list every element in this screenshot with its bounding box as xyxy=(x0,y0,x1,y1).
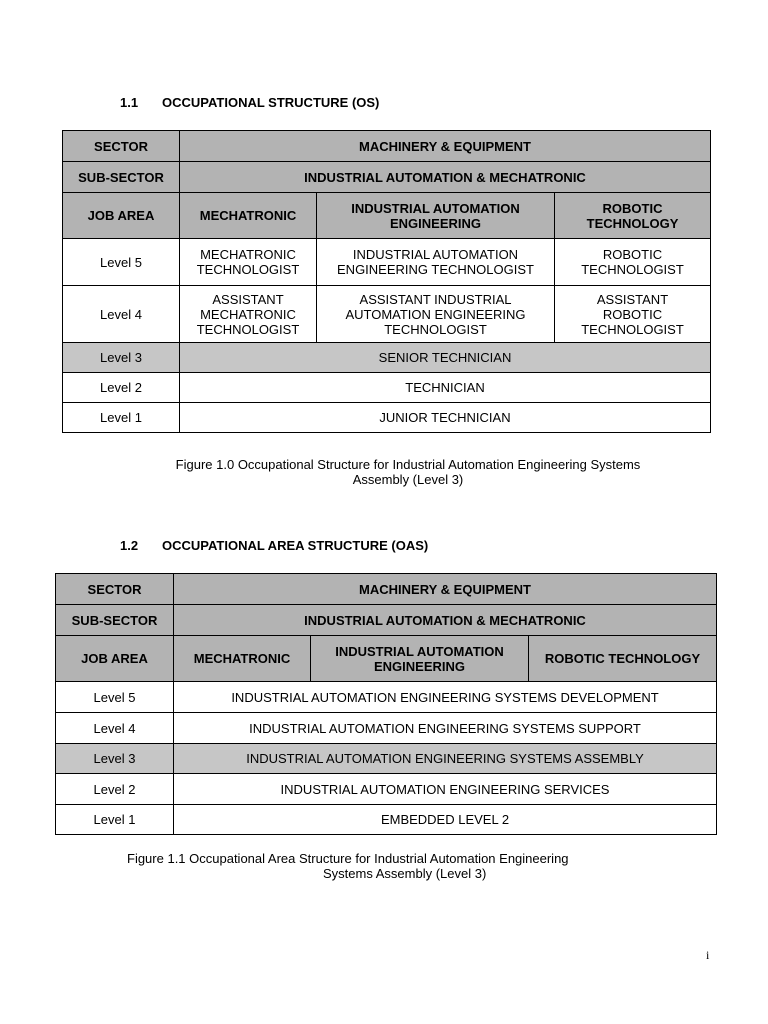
table-row xyxy=(63,286,711,343)
level-cell: INDUSTRIAL AUTOMATION ENGINEERING TECHNOLOGIST xyxy=(317,239,555,286)
page-number: i xyxy=(706,948,710,962)
figure-caption-os xyxy=(100,457,716,487)
level-label: Level 3 xyxy=(63,343,180,373)
caption-line: Figure 1.0 Occupational Structure for Industrial Automation Engineering Systems xyxy=(175,457,641,472)
level-value: INDUSTRIAL AUTOMATION ENGINEERING SYSTEMS SUPPORT xyxy=(174,713,717,744)
table-row xyxy=(56,574,717,605)
jobarea-industrial-automation: INDUSTRIAL AUTOMATION ENGINEERING xyxy=(317,193,555,239)
table-row xyxy=(63,131,711,162)
table-row xyxy=(63,403,711,433)
table-row xyxy=(56,713,717,744)
sector-value: MACHINERY & EQUIPMENT xyxy=(174,574,717,605)
level-cell: ASSISTANT MECHATRONIC TECHNOLOGIST xyxy=(180,286,317,343)
level-value: INDUSTRIAL AUTOMATION ENGINEERING SYSTEMS DEVELOPMENT xyxy=(174,682,717,713)
sector-label: SECTOR xyxy=(63,131,180,162)
table-row xyxy=(63,239,711,286)
table-row xyxy=(56,636,717,682)
occupational-area-structure-table xyxy=(55,573,717,835)
table-row xyxy=(63,343,711,373)
jobarea-label: JOB AREA xyxy=(63,193,180,239)
level-label: Level 2 xyxy=(56,774,174,805)
table-row xyxy=(63,373,711,403)
level-label: Level 3 xyxy=(56,744,174,774)
level-cell: MECHATRONIC TECHNOLOGIST xyxy=(180,239,317,286)
level-label: Level 1 xyxy=(56,805,174,835)
level-value: INDUSTRIAL AUTOMATION ENGINEERING SYSTEMS ASSEMBLY xyxy=(174,744,717,774)
jobarea-label: JOB AREA xyxy=(56,636,174,682)
section-number: 1.1 xyxy=(120,95,139,110)
subsector-label: SUB-SECTOR xyxy=(56,605,174,636)
section-title: OCCUPATIONAL STRUCTURE (OS) xyxy=(162,95,380,110)
jobarea-mechatronic: MECHATRONIC xyxy=(180,193,317,239)
jobarea-robotic: ROBOTIC TECHNOLOGY xyxy=(555,193,711,239)
table-row xyxy=(63,193,711,239)
level-label: Level 5 xyxy=(56,682,174,713)
level-label: Level 4 xyxy=(56,713,174,744)
table-row xyxy=(56,774,717,805)
subsector-label: SUB-SECTOR xyxy=(63,162,180,193)
table-row xyxy=(56,605,717,636)
level-label: Level 4 xyxy=(63,286,180,343)
section-number: 1.2 xyxy=(120,538,139,553)
level-value: TECHNICIAN xyxy=(180,373,711,403)
figure-caption-oas xyxy=(100,851,710,881)
level-label: Level 1 xyxy=(63,403,180,433)
section-heading-oas xyxy=(120,538,428,553)
table-row xyxy=(63,162,711,193)
level-value: SENIOR TECHNICIAN xyxy=(180,343,711,373)
level-cell: ROBOTIC TECHNOLOGIST xyxy=(555,239,711,286)
caption-line: Systems Assembly (Level 3) xyxy=(323,866,487,881)
jobarea-mechatronic: MECHATRONIC xyxy=(174,636,311,682)
sector-label: SECTOR xyxy=(56,574,174,605)
level-cell: ASSISTANT INDUSTRIAL AUTOMATION ENGINEERING TECHNOLOGIST xyxy=(317,286,555,343)
section-title: OCCUPATIONAL AREA STRUCTURE (OAS) xyxy=(162,538,429,553)
jobarea-robotic: ROBOTIC TECHNOLOGY xyxy=(529,636,717,682)
level-cell: ASSISTANT ROBOTIC TECHNOLOGIST xyxy=(555,286,711,343)
table-row xyxy=(56,805,717,835)
sector-value: MACHINERY & EQUIPMENT xyxy=(180,131,711,162)
caption-line: Figure 1.1 Occupational Area Structure for Industrial Automation Engineering xyxy=(127,851,569,866)
level-value: EMBEDDED LEVEL 2 xyxy=(174,805,717,835)
table-row xyxy=(56,682,717,713)
subsector-value: INDUSTRIAL AUTOMATION & MECHATRONIC xyxy=(180,162,711,193)
caption-line: Assembly (Level 3) xyxy=(352,472,464,487)
jobarea-industrial-automation: INDUSTRIAL AUTOMATION ENGINEERING xyxy=(311,636,529,682)
level-value: INDUSTRIAL AUTOMATION ENGINEERING SERVICES xyxy=(174,774,717,805)
occupational-structure-table xyxy=(62,130,711,433)
section-heading-os xyxy=(120,95,379,110)
level-label: Level 2 xyxy=(63,373,180,403)
level-label: Level 5 xyxy=(63,239,180,286)
table-row xyxy=(56,744,717,774)
level-value: JUNIOR TECHNICIAN xyxy=(180,403,711,433)
subsector-value: INDUSTRIAL AUTOMATION & MECHATRONIC xyxy=(174,605,717,636)
